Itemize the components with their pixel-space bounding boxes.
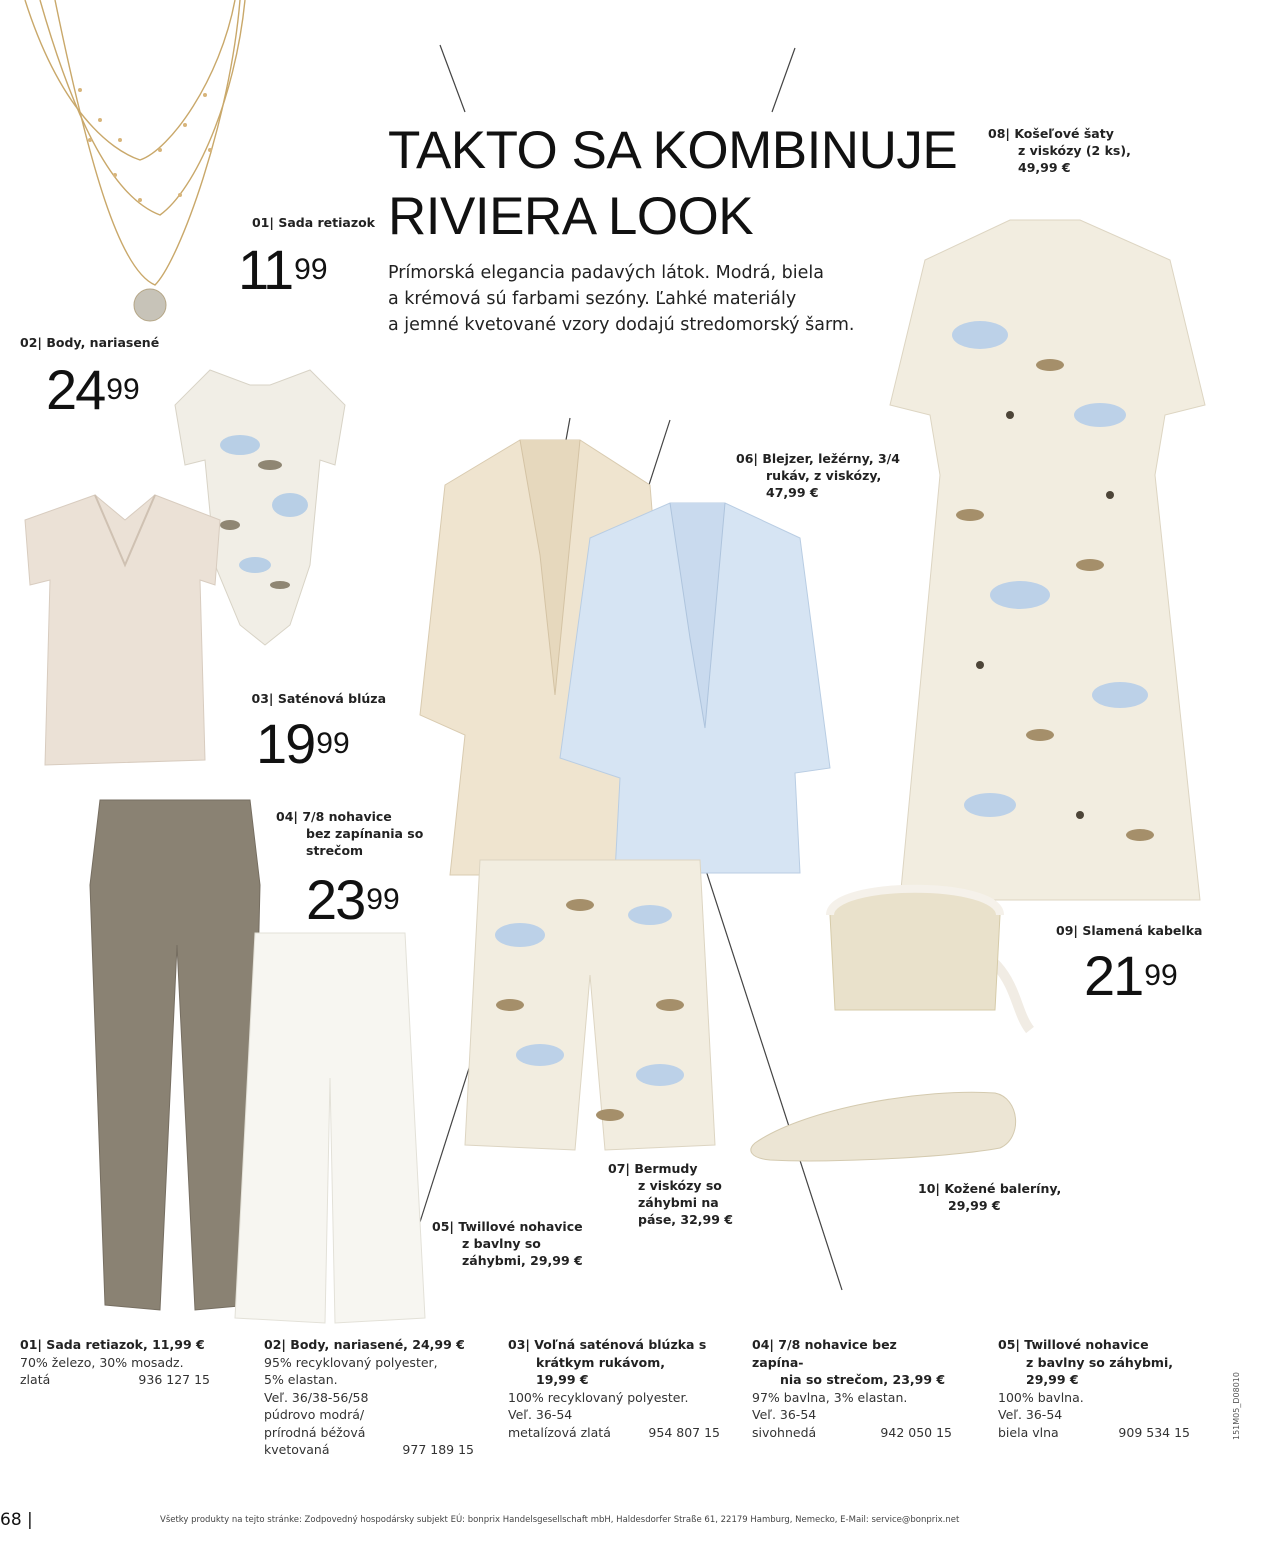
price-cents: 99 [106, 373, 140, 406]
price-main: 21 [1084, 944, 1143, 1007]
detail-article-number: 954 807 15 [648, 1424, 720, 1440]
label-text: z viskózy (2 ks), [1018, 143, 1131, 158]
blouse-image [20, 490, 230, 770]
ballerina-shoe-image [745, 1078, 1025, 1168]
label-text: 7/8 nohavice [302, 809, 392, 824]
detail-article-number: 936 127 15 [138, 1372, 210, 1387]
label-number: 09| [1056, 923, 1078, 938]
label-number: 06| [736, 451, 758, 466]
detail-02 [264, 1336, 474, 1459]
label-text: 47,99 € [766, 485, 819, 500]
detail-heading: 19,99 € [536, 1372, 589, 1387]
price-01 [238, 238, 328, 301]
detail-color: metalízová zlatá [508, 1424, 611, 1440]
price-cents: 99 [1144, 959, 1178, 992]
blue-blazer-image [560, 498, 830, 878]
label-number: 07| [608, 1161, 630, 1176]
label-text: z viskózy so [638, 1178, 722, 1193]
label-06 [736, 450, 900, 501]
detail-heading: 03| Voľná saténová blúzka s [508, 1337, 707, 1352]
detail-line: 100% bavlna. [998, 1389, 1084, 1405]
label-text: Sada retiazok [278, 215, 375, 230]
detail-line: Veľ. 36-54 [752, 1407, 817, 1422]
page-number: 68 | [0, 1510, 33, 1530]
label-number: 02| [20, 335, 42, 350]
label-number: 05| [432, 1219, 454, 1234]
label-09 [1056, 922, 1202, 939]
detail-heading: 05| Twillové nohavice [998, 1337, 1149, 1352]
price-main: 24 [46, 358, 105, 421]
label-08 [988, 125, 1131, 176]
price-cents: 99 [366, 883, 400, 916]
detail-article-number: 977 189 15 [402, 1442, 474, 1457]
detail-04 [752, 1336, 952, 1441]
label-05 [432, 1218, 583, 1269]
detail-line: 97% bavlna, 3% elastan. [752, 1389, 908, 1405]
intro-line-1: Prímorská elegancia padavých látok. Modrá, biela [388, 263, 824, 283]
detail-heading: 29,99 € [1026, 1372, 1079, 1387]
detail-line: Veľ. 36-54 [508, 1407, 573, 1422]
label-text: Bermudy [634, 1161, 698, 1176]
label-text: záhybmi na [638, 1195, 719, 1210]
label-text: 49,99 € [1018, 160, 1071, 175]
label-text: Košeľové šaty [1014, 126, 1114, 141]
detail-line: Veľ. 36-54 [998, 1407, 1063, 1422]
price-main: 19 [256, 712, 315, 775]
label-number: 08| [988, 126, 1010, 141]
label-text: záhybmi, 29,99 € [462, 1253, 583, 1268]
label-text: bez zapínania so [306, 826, 424, 841]
label-text: z bavlny so [462, 1236, 541, 1251]
detail-line: 95% recyklovaný polyester, [264, 1354, 438, 1370]
label-text: páse, 32,99 € [638, 1212, 733, 1227]
label-02 [20, 334, 159, 351]
detail-article-number: 942 050 15 [880, 1424, 952, 1440]
label-10 [918, 1180, 1061, 1214]
detail-color: sivohnedá [752, 1424, 817, 1440]
intro-text [388, 260, 908, 338]
label-number: 03| [251, 691, 274, 706]
detail-05 [998, 1336, 1190, 1441]
label-07 [608, 1160, 733, 1228]
detail-heading: z bavlny so záhybmi, [1026, 1354, 1173, 1370]
label-text: Body, nariasené [46, 335, 160, 350]
detail-line: púdrovo modrá/ [264, 1407, 365, 1422]
detail-03 [508, 1336, 720, 1441]
side-code: 151M05_D08010 [1232, 1372, 1241, 1440]
detail-01 [20, 1336, 210, 1389]
label-01 [150, 214, 375, 231]
detail-article-number: 909 534 15 [1118, 1424, 1190, 1440]
price-main: 23 [306, 868, 365, 931]
label-text: Saténová blúza [277, 691, 386, 706]
straw-bag-image [820, 875, 1050, 1035]
detail-heading: 02| Body, nariasené, 24,99 € [264, 1337, 465, 1352]
detail-color: zlatá [20, 1372, 51, 1387]
label-04 [276, 808, 423, 859]
price-02 [46, 358, 140, 421]
necklace-image [20, 0, 250, 330]
detail-color: kvetovaná [264, 1442, 330, 1457]
detail-line: 70% železo, 30% mosadz. [20, 1354, 184, 1370]
label-text: rukáv, z viskózy, [766, 468, 882, 483]
price-cents: 99 [316, 727, 350, 760]
headline-line-2: RIVIERA LOOK [388, 187, 754, 246]
intro-line-3: a jemné kvetované vzory dodajú stredomorský šarm. [388, 315, 855, 335]
label-text: Kožené baleríny, [944, 1181, 1062, 1196]
detail-line: 5% elastan. [264, 1372, 338, 1387]
price-cents: 99 [294, 253, 328, 286]
label-number: 10| [918, 1181, 940, 1196]
detail-heading: krátkym rukávom, [536, 1354, 666, 1370]
label-03 [150, 690, 386, 707]
detail-heading: 01| Sada retiazok, 11,99 € [20, 1337, 205, 1352]
price-04 [306, 868, 400, 931]
price-main: 11 [238, 238, 293, 301]
shirt-dress-image [880, 215, 1220, 905]
detail-heading: 04| 7/8 nohavice bez zapína- [752, 1337, 897, 1370]
label-text: strečom [306, 843, 364, 858]
detail-line: prírodná béžová [264, 1424, 366, 1440]
price-09 [1084, 944, 1178, 1007]
label-text: Slamená kabelka [1082, 923, 1203, 938]
label-number: 04| [276, 809, 298, 824]
detail-heading: nia so strečom, 23,99 € [780, 1372, 946, 1387]
detail-color: biela vlna [998, 1424, 1059, 1440]
price-03 [256, 712, 350, 775]
label-text: Blejzer, ležérny, 3/4 [762, 451, 900, 466]
detail-line: Veľ. 36/38-56/58 [264, 1389, 369, 1405]
headline-line-1: TAKTO SA KOMBINUJE [388, 121, 958, 180]
white-pants-image [230, 928, 430, 1328]
detail-line: 100% recyklovaný polyester. [508, 1389, 689, 1405]
label-text: Twillové nohavice [458, 1219, 583, 1234]
intro-line-2: a krémová sú farbami sezóny. Ľahké materiály [388, 289, 797, 309]
label-text: 29,99 € [948, 1198, 1001, 1213]
headline [388, 118, 957, 250]
label-number: 01| [251, 215, 274, 230]
footer-legal-text: Všetky produkty na tejto stránke: Zodpovedný hospodársky subjekt EÚ: bonprix Handelsgesellschaft mbH, Haldesdorfer Straße 61, 22179 Hamburg, Nemecko, E-Mail: service@bonprix.net [160, 1515, 960, 1525]
bermuda-shorts-image [460, 855, 720, 1155]
